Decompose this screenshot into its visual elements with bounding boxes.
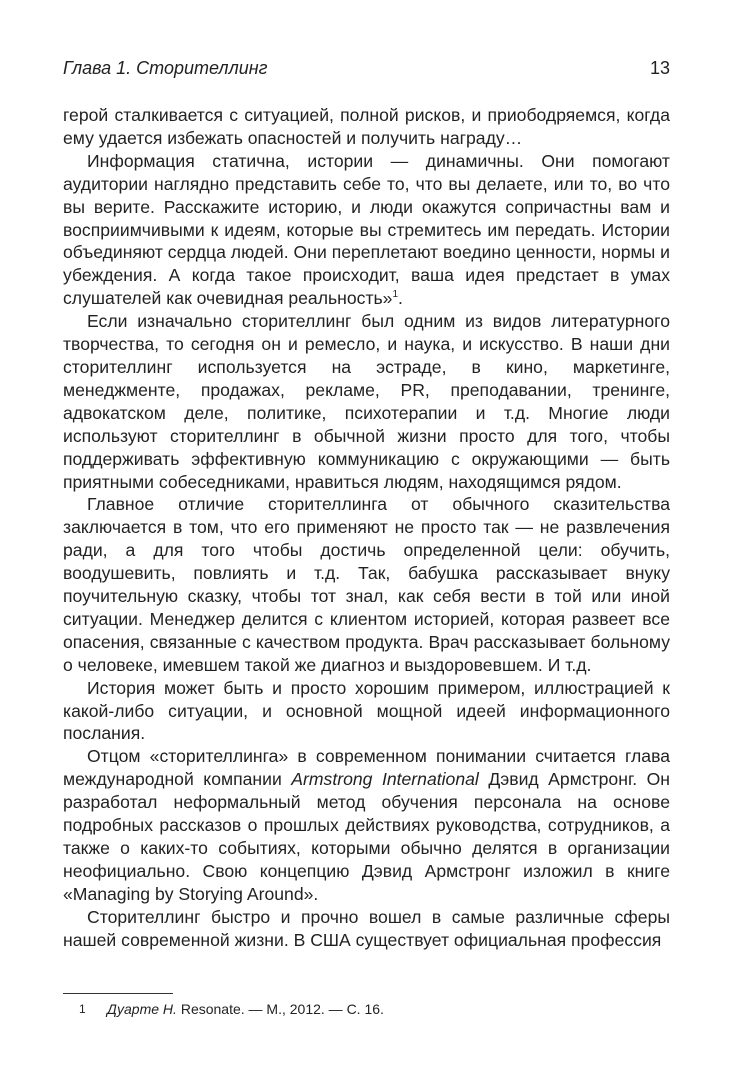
footnote-number: 1 — [79, 1002, 86, 1016]
body-text — [63, 104, 670, 952]
footnote-reference: 1 — [392, 289, 399, 301]
paragraph-end: . — [398, 288, 403, 309]
page-number: 13 — [649, 58, 670, 78]
paragraph-text: Отцом «сторителлинга» в современном понимании считается глава международной компании — [63, 746, 670, 790]
footnote-divider — [63, 993, 173, 994]
footnote-author: Дуарте Н. — [107, 1001, 177, 1017]
paragraph: Если изначально сторителлинг был одним из видов литературного творчества, то сегодня он и ремесло, и наука, и искусство. В наши дни сторителлинг используется на эстраде, в кино, маркетинге, менеджменте, продажах, рекламе, PR, преподавании, тренинге, адвокатском деле, политике, психотерапии и т.д. Многие люди используют сторителлинг в обычной жизни просто для того, чтобы поддерживать эффективную коммуникацию с окружающими — быть приятными собеседниками, нравиться людям, находящимся рядом. — [63, 311, 670, 492]
running-header — [63, 58, 670, 84]
paragraph: герой сталкивается с ситуацией, полной рисков, и приободряемся, когда ему удается избежать опасностей и получить награду… — [63, 105, 670, 148]
footnote — [79, 1000, 670, 1018]
chapter-title: Глава 1. Сторителлинг — [63, 58, 268, 78]
paragraph — [63, 150, 670, 310]
company-name: Armstrong International — [291, 769, 479, 790]
paragraph: История может быть и просто хорошим примером, иллюстрацией к какой-либо ситуации, и основной мощной идеей информационного послания. — [63, 677, 670, 744]
paragraph-text: Информация статична, истории — динамичны. Они помогают аудитории наглядно представить себе то, что вы делаете, или то, во что вы верите. Расскажите историю, и люди окажутся сопричастны вам и восприимчивыми к идеям, которые вы стремитесь им передать. Истории объединяют сердца людей. Они переплетают воедино ценности, нормы и убеждения. А когда такое происходит, ваша идея предстает в умах слушателей как очевидная реальность» — [63, 150, 670, 309]
paragraph — [63, 745, 670, 905]
paragraph-text: Дэвид Армстронг. Он разработал неформальный метод обучения персонала на основе подробных рассказов о прошлых действиях руководства, сотрудников, а также о каких-то событиях, которыми обычно делятся в организации неофициально. Свою концепцию Дэвид Армстронг изложил в книге «Managing by Storying Around». — [63, 769, 671, 904]
footnote-text: Resonate. — М., 2012. — С. 16. — [176, 1001, 384, 1017]
paragraph: Главное отличие сторителлинга от обычного сказительства заключается в том, что его применяют не просто так — не развлечения ради, а для того чтобы достичь определенной цели: обучить, воодушевить, повлиять и т.д. Так, бабушка рассказывает внуку поучительную сказку, чтобы тот знал, как себя вести в той или иной ситуации. Менеджер делится с клиентом историей, которая развеет все опасения, связанные с качеством продукта. Врач рассказывает больному о человеке, имевшем такой же диагноз и выздоровевшем. И т.д. — [63, 494, 670, 675]
paragraph: Сторителлинг быстро и прочно вошел в самые различные сферы нашей современной жизни. В США существует официальная профессия — [63, 906, 670, 950]
